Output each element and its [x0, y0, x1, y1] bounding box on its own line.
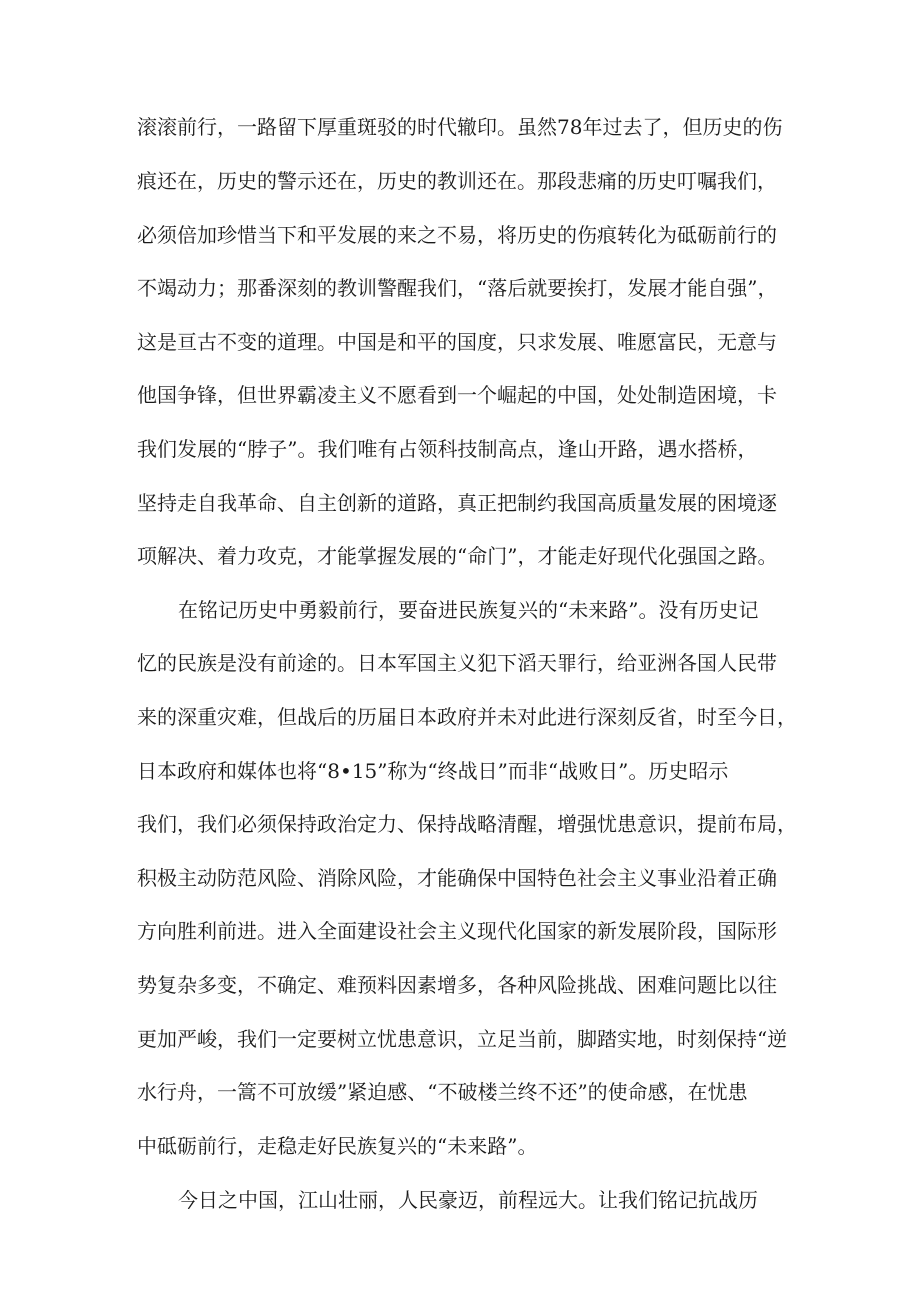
text-line: 方向胜利前进。进入全面建设社会主义现代化国家的新发展阶段，国际形 [137, 919, 777, 943]
text-line: 我们发展的“脖子”。我们唯有占领科技制高点，逢山开路，遇水搭桥， [137, 437, 758, 461]
text-line: 坚持走自我革命、自主创新的道路，真正把制约我国高质量发展的困境逐 [137, 491, 777, 515]
text-line: 水行舟，一篙不可放缓”紧迫感、“不破楼兰终不还”的使命感，在忧患 [137, 1080, 748, 1104]
text-line: 更加严峻，我们一定要树立忧患意识，立足当前，脚踏实地，时刻保持“逆 [137, 1027, 788, 1051]
text-line: 这是亘古不变的道理。中国是和平的国度，只求发展、唯愿富民，无意与 [137, 330, 777, 354]
text-line: 忆的民族是没有前途的。日本军国主义犯下滔天罪行，给亚洲各国人民带 [137, 651, 777, 675]
text-line: 积极主动防范风险、消除风险，才能确保中国特色社会主义事业沿着正确 [137, 866, 777, 890]
text-line: 中砥砺前行，走稳走好民族复兴的“未来路”。 [137, 1134, 538, 1158]
text-line: 日本政府和媒体也将“8•15”称为“终战日”而非“战败日”。历史昭示 [137, 759, 729, 783]
text-line: 不竭动力；那番深刻的教训警醒我们，“落后就要挨打，发展才能自强”， [137, 276, 778, 300]
text-line: 痕还在，历史的警示还在，历史的教训还在。那段悲痛的历史叮嘱我们， [137, 169, 777, 193]
text-line: 我们，我们必须保持政治定力、保持战略清醒，增强忧患意识，提前布局， [137, 812, 797, 836]
text-line: 势复杂多变，不确定、难预料因素增多，各种风险挑战、困难问题比以往 [137, 973, 777, 997]
text-line: 必须倍加珍惜当下和平发展的来之不易，将历史的伤痕转化为砥砺前行的 [137, 223, 777, 247]
text-line: 他国争锋，但世界霸凌主义不愿看到一个崛起的中国，处处制造困境，卡 [137, 383, 777, 407]
text-line: 来的深重灾难，但战后的历届日本政府并未对此进行深刻反省，时至今日， [137, 705, 797, 729]
text-line: 项解决、着力攻克，才能掌握发展的“命门”，才能走好现代化强国之路。 [137, 544, 778, 568]
text-line: 今日之中国，江山壮丽，人民豪迈，前程远大。让我们铭记抗战历 [178, 1188, 758, 1212]
text-line: 滚滚前行，一路留下厚重斑驳的时代辙印。虽然78年过去了，但历史的伤 [137, 115, 783, 139]
text-line: 在铭记历史中勇毅前行，要奋进民族复兴的“未来路”。没有历史记 [178, 598, 759, 622]
